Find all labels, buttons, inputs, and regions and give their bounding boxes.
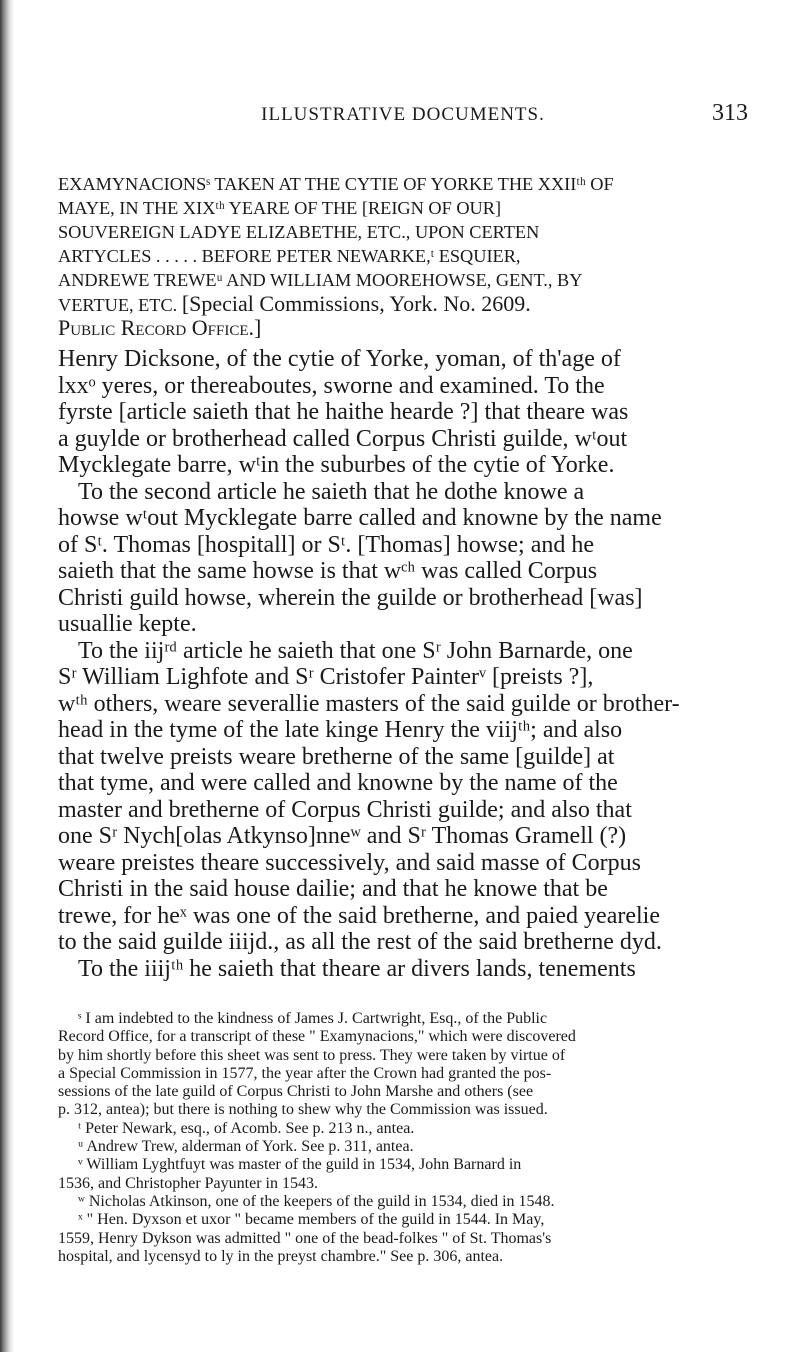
footnote-line: ᵗ Peter Newark, esq., of Acomb. See p. 213 n., antea. xyxy=(78,1119,415,1137)
footnote-line: ʷ Nicholas Atkinson, one of the keepers of the guild in 1534, died in 1548. xyxy=(78,1192,555,1210)
footnote-line: p. 312, antea); but there is nothing to shew why the Commission was issued. xyxy=(58,1101,548,1119)
text-line: Henry Dicksone, of the cytie of Yorke, yoman, of th'age of xyxy=(58,346,621,372)
document-rubric xyxy=(58,172,748,342)
text-line: howse wᵗout Mycklegate barre called and knowne by the name xyxy=(58,505,662,531)
rubric-line-with-source xyxy=(58,292,748,316)
text-line: weare preistes theare successively, and said masse of Corpus xyxy=(58,849,641,876)
text-line: one Sʳ Nych[olas Atkynso]nneʷ and Sʳ Thomas Gramell (?) xyxy=(58,823,627,849)
text-line: Mycklegate barre, wᵗin the suburbes of the cytie of Yorke. xyxy=(58,452,615,478)
text-line: To the iijʳᵈ article he saieth that one Sʳ John Barnarde, one xyxy=(78,637,633,664)
text-line: saieth that the same howse is that wᶜʰ was called Corpus xyxy=(58,558,598,584)
footnote-line: 1536, and Christopher Payunter in 1543. xyxy=(58,1174,318,1192)
text-line: Christi guild howse, wherein the guilde or brotherhead [was] xyxy=(58,584,643,611)
footnote-line: 1559, Henry Dykson was admitted " one of the bead-folkes " of St. Thomas's xyxy=(58,1229,552,1247)
footnote-line: by him shortly before this sheet was sent to press. They were taken by virtue of xyxy=(58,1046,566,1064)
footnote-line: ˣ " Hen. Dyxson et uxor " became members of the guild in 1544. In May, xyxy=(78,1211,545,1229)
text-line: usuallie kepte. xyxy=(58,611,197,637)
text-line: To the iiijᵗʰ he saieth that theare ar divers lands, tenements xyxy=(78,955,636,982)
footnote-line: Record Office, for a transcript of these " Examynacions," which were discovered xyxy=(58,1028,576,1046)
text-line: lxxᵒ yeres, or thereaboutes, sworne and examined. To the xyxy=(58,372,605,399)
text-line: Sʳ William Lighfote and Sʳ Cristofer Painterᵛ [preists ?], xyxy=(58,664,594,690)
footnote-line: a Special Commission in 1577, the year after the Crown had granted the pos- xyxy=(58,1064,552,1082)
text-line: a guylde or brotherhead called Corpus Christi guilde, wᵗout xyxy=(58,425,628,452)
footnote-line: hospital, and lycensyd to ly in the preyst chambre." See p. 306, antea. xyxy=(58,1247,504,1265)
rubric-line: SOUVEREIGN LADYE ELIZABETHE, ETC., UPON CERTEN xyxy=(58,222,540,242)
examination-text xyxy=(58,346,748,982)
text-line: Christi in the said house dailie; and that he knowe that be xyxy=(58,876,608,902)
page-number: 313 xyxy=(712,100,748,126)
text-line: master and bretherne of Corpus Christi guilde; and also that xyxy=(58,796,632,823)
text-line: trewe, for heˣ was one of the said bretherne, and paied yearelie xyxy=(58,902,660,929)
text-line: that tyme, and were called and knowne by the name of the xyxy=(58,770,618,796)
footnotes xyxy=(58,1010,748,1266)
text-line: of Sᵗ. Thomas [hospitall] or Sᵗ. [Thomas] howse; and he xyxy=(58,531,595,558)
footnote-line: ᵘ Andrew Trew, alderman of York. See p. 311, antea. xyxy=(78,1138,414,1156)
text-line: fyrste [article saieth that he haithe hearde ?] that theare was xyxy=(58,399,629,425)
text-line: that twelve preists weare bretherne of the same [guilde] at xyxy=(58,743,615,770)
rubric-line: VERTUE, ETC. xyxy=(58,295,178,315)
text-line: wᵗʰ others, weare severallie masters of the said guilde or brother- xyxy=(58,690,680,717)
rubric-line: ARTYCLES . . . . . BEFORE PETER NEWARKE,ᵗ ESQUIER, xyxy=(58,246,521,266)
text-line: To the second article he saieth that he dothe knowe a xyxy=(78,478,585,505)
rubric-line: EXAMYNACIONSˢ TAKEN AT THE CYTIE OF YORKE THE XXIIᵗʰ OF xyxy=(58,174,614,194)
scan-binding-shadow xyxy=(0,0,14,1352)
rubric-line: MAYE, IN THE XIXᵗʰ YEARE OF THE [REIGN OF OUR] xyxy=(58,198,502,218)
text-line: to the said guilde iiijd., as all the rest of the said bretherne dyd. xyxy=(58,929,662,955)
running-head xyxy=(58,100,748,130)
source-office: Public Record Office.] xyxy=(58,315,262,340)
running-head-title: ILLUSTRATIVE DOCUMENTS. xyxy=(261,104,545,125)
footnote-line: sessions of the late guild of Corpus Christi to John Marshe and others (see xyxy=(58,1083,534,1101)
rubric-line: ANDREWE TREWEᵘ AND WILLIAM MOOREHOWSE, GENT., BY xyxy=(58,270,583,290)
footnote-line: ˢ I am indebted to the kindness of James J. Cartwright, Esq., of the Public xyxy=(78,1010,548,1027)
footnote-line: ᵛ William Lyghtfuyt was master of the guild in 1534, John Barnard in xyxy=(78,1156,522,1174)
text-line: head in the tyme of the late kinge Henry the viijᵗʰ; and also xyxy=(58,717,623,743)
source-reference: [Special Commissions, York. No. 2609. xyxy=(181,291,531,316)
